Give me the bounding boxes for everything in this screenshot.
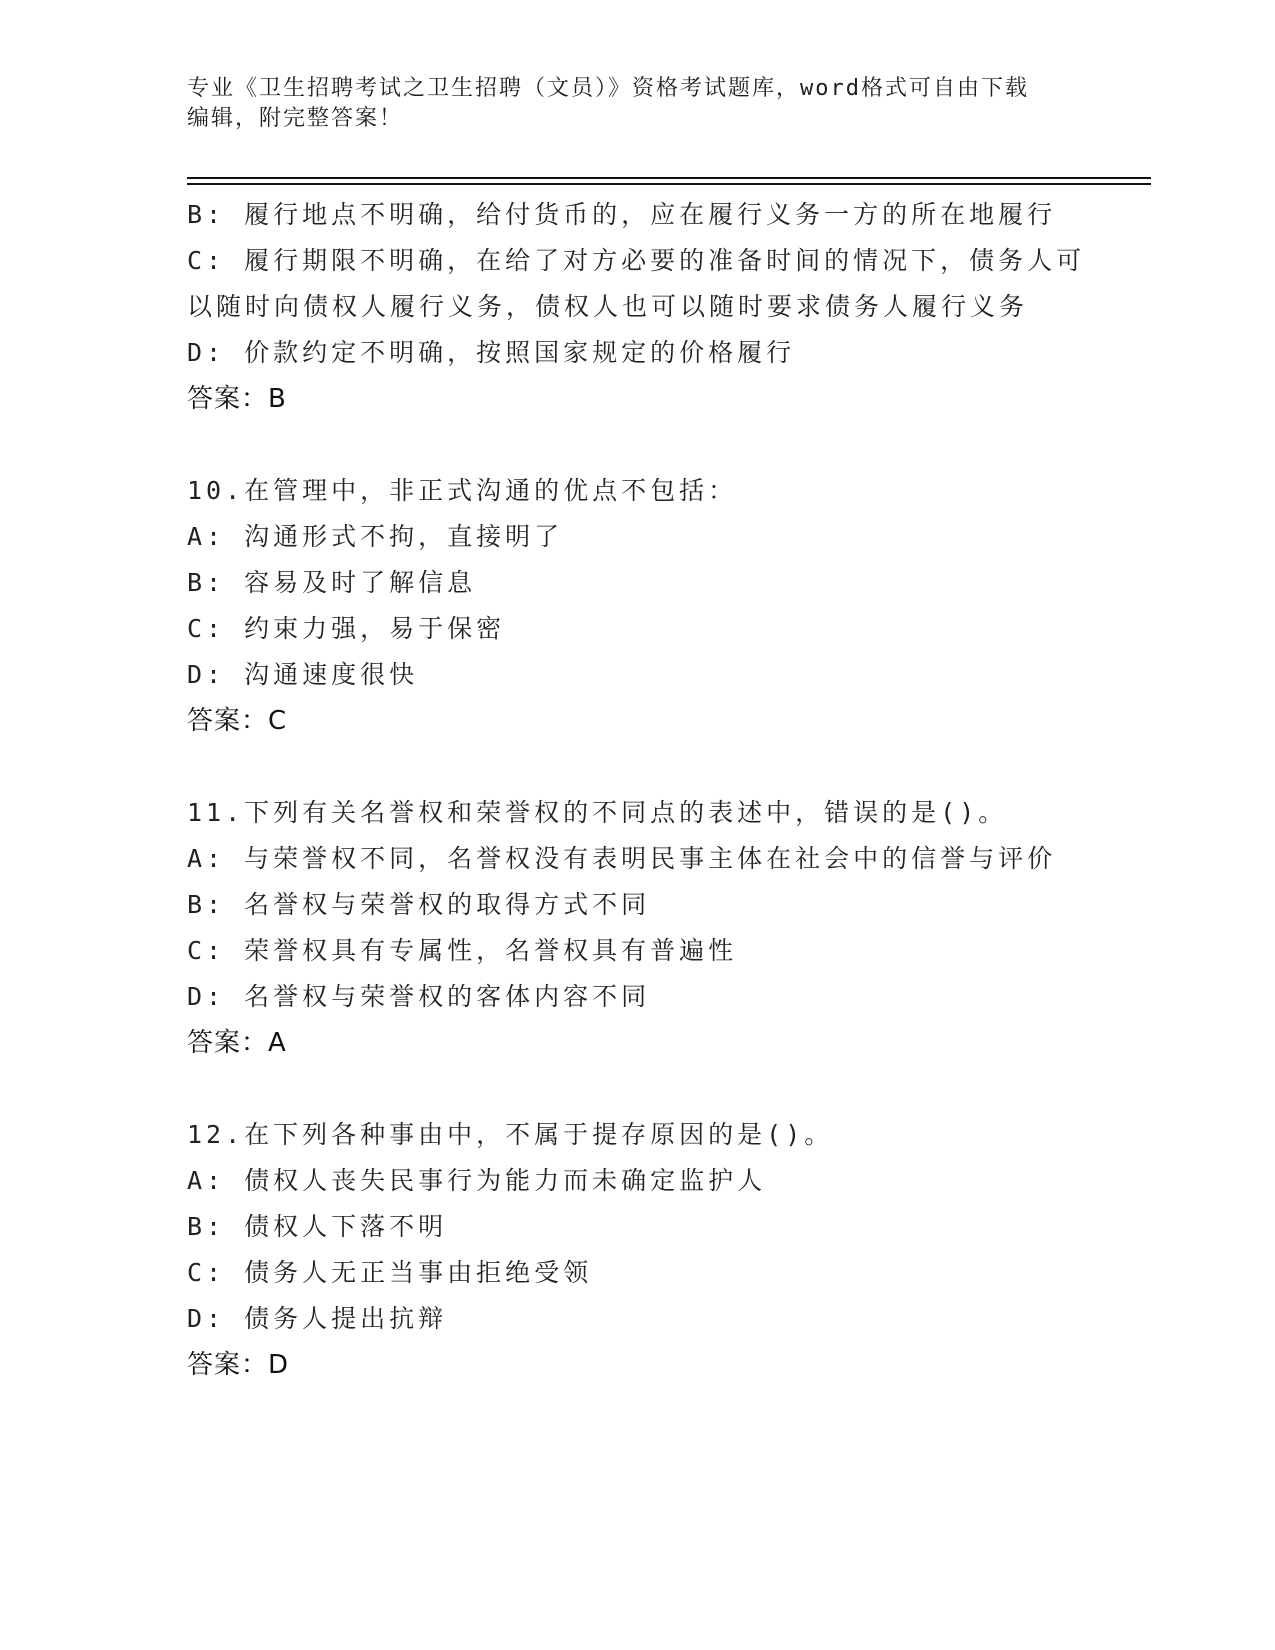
spacer [187, 1066, 1127, 1112]
answer: 答案：B [187, 384, 287, 414]
header-divider-bottom [187, 183, 1151, 185]
question-text: 10.在管理中，非正式沟通的优点不包括： [187, 476, 738, 505]
option-c: C: 债务人无正当事由拒绝受领 [187, 1258, 593, 1287]
answer: 答案：C [187, 706, 288, 736]
question-text: 11.下列有关名誉权和荣誉权的不同点的表述中，错误的是()。 [187, 798, 1008, 827]
option-c-line-1: C: 履行期限不明确，在给了对方必要的准备时间的情况下，债务人可 [187, 246, 1086, 275]
answer: 答案：D [187, 1350, 290, 1380]
option-a: A: 债权人丧失民事行为能力而未确定监护人 [187, 1166, 767, 1195]
option-b: B: 名誉权与荣誉权的取得方式不同 [187, 890, 651, 919]
document-header [187, 74, 1087, 134]
option-b: B: 债权人下落不明 [187, 1212, 448, 1241]
question-text: 12.在下列各种事由中，不属于提存原因的是()。 [187, 1120, 834, 1149]
option-a: A: 与荣誉权不同，名誉权没有表明民事主体在社会中的信誉与评价 [187, 844, 1057, 873]
question-block-11 [187, 790, 1127, 1066]
option-c-line-2: 以随时向债权人履行义务，债权人也可以随时要求债务人履行义务 [187, 292, 1029, 321]
question-block-10 [187, 468, 1127, 744]
option-c: C: 荣誉权具有专属性，名誉权具有普遍性 [187, 936, 738, 965]
option-d: D: 名誉权与荣誉权的客体内容不同 [187, 982, 651, 1011]
header-divider-top [187, 177, 1151, 179]
header-line-2: 编辑，附完整答案！ [187, 106, 404, 131]
question-block-12 [187, 1112, 1127, 1388]
question-block-continued [187, 192, 1127, 422]
option-a: A: 沟通形式不拘，直接明了 [187, 522, 564, 551]
option-d: D: 债务人提出抗辩 [187, 1304, 448, 1333]
option-b: B: 履行地点不明确，给付货币的，应在履行义务一方的所在地履行 [187, 200, 1057, 229]
header-line-1: 专业《卫生招聘考试之卫生招聘（文员）》资格考试题库，word格式可自由下载 [187, 76, 1029, 101]
question-content [187, 192, 1127, 1388]
spacer [187, 744, 1127, 790]
option-d: D: 价款约定不明确，按照国家规定的价格履行 [187, 338, 796, 367]
option-b: B: 容易及时了解信息 [187, 568, 477, 597]
option-c: C: 约束力强，易于保密 [187, 614, 506, 643]
option-d: D: 沟通速度很快 [187, 660, 419, 689]
spacer [187, 422, 1127, 468]
answer: 答案：A [187, 1028, 287, 1058]
